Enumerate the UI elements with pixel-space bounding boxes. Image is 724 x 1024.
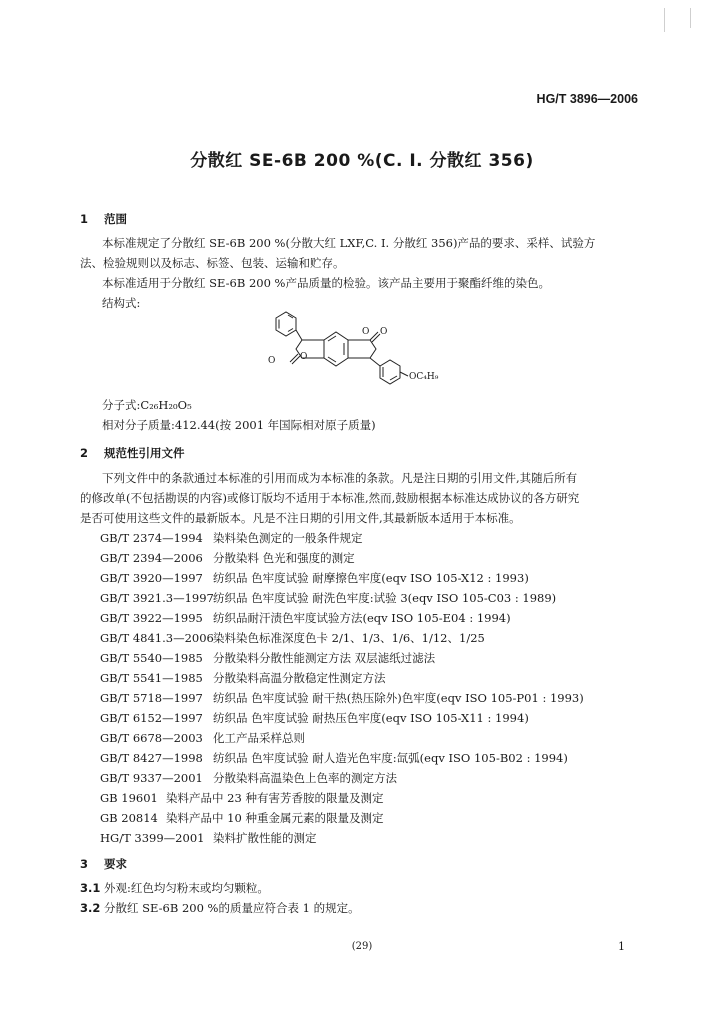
reference-title: 纺织品 色牢度试验 耐热压色牢度(eqv ISO 105-X11 : 1994)	[213, 711, 529, 725]
ring-oxygen-right: O	[362, 327, 370, 337]
reference-code: HG/T 3399—2001	[100, 831, 205, 845]
reference-title: 纺织品 色牢度试验 耐洗色牢度:试验 3(eqv ISO 105-C03 : 1989)	[213, 591, 557, 605]
section-number: 1	[80, 212, 89, 226]
section-title: 要求	[104, 857, 127, 871]
reference-code: GB/T 5541—1985	[100, 671, 203, 685]
butoxy-label: OC₄H₉	[409, 372, 439, 382]
reference-code: GB/T 3920—1997	[100, 571, 203, 585]
reference-code: GB/T 6152—1997	[100, 711, 203, 725]
reference-code: GB/T 2394—2006	[100, 551, 203, 565]
scan-edge-mark	[690, 8, 691, 28]
section-number: 2	[80, 446, 89, 460]
reference-code: GB/T 6678—2003	[100, 731, 203, 745]
section-title: 规范性引用文件	[104, 446, 185, 460]
reference-title: 纺织品 色牢度试验 耐干热(热压除外)色牢度(eqv ISO 105-P01 : 1993)	[213, 691, 584, 705]
reference-item	[100, 710, 529, 726]
reference-item	[100, 530, 363, 546]
reference-code: GB/T 2374—1994	[100, 531, 203, 545]
refs-intro-line3: 是否可使用这些文件的最新版本。凡是不注日期的引用文件,其最新版本适用于本标准。	[80, 511, 521, 525]
standard-code: HG/T 3896—2006	[536, 92, 638, 106]
section-3-heading	[80, 856, 127, 872]
reference-title: 纺织品 色牢度试验 耐人造光色牢度:氙弧(eqv ISO 105-B02 : 1994)	[213, 751, 568, 765]
reference-title: 纺织品耐汗渍色牢度试验方法(eqv ISO 105-E04 : 1994)	[213, 611, 511, 625]
reference-title: 分散染料 色光和强度的测定	[213, 551, 355, 565]
reference-title: 分散染料分散性能测定方法 双层滤纸过滤法	[213, 651, 436, 665]
reference-title: 分散染料高温染色上色率的测定方法	[213, 771, 397, 785]
reference-code: GB 20814	[100, 811, 158, 825]
molecular-formula: 分子式:C₂₆H₂₀O₅	[102, 398, 192, 412]
reference-item	[100, 650, 435, 666]
ring-oxygen-left: O	[300, 352, 308, 362]
page-number-center: (29)	[351, 941, 373, 952]
reference-code: GB/T 9337—2001	[100, 771, 203, 785]
refs-intro-line1: 下列文件中的条款通过本标准的引用而成为本标准的条款。凡是注日期的引用文件,其随后所有	[102, 471, 578, 485]
reference-item	[100, 690, 584, 706]
section-2-heading	[80, 445, 185, 461]
reference-code: GB/T 3921.3—1997	[100, 591, 214, 605]
scope-para1-line1: 本标准规定了分散红 SE-6B 200 %(分散大红 LXF,C. I. 分散红 356)产品的要求、采样、试验方	[102, 236, 596, 250]
reference-title: 染料染色测定的一般条件规定	[213, 531, 363, 545]
structure-label: 结构式:	[102, 296, 141, 310]
reference-item	[100, 570, 529, 586]
reference-code: GB/T 5718—1997	[100, 691, 203, 705]
requirement-number: 3.1	[80, 881, 101, 895]
page-number-right: 1	[618, 940, 625, 953]
reference-title: 分散染料高温分散稳定性测定方法	[213, 671, 386, 685]
oxo-label-left: O	[268, 356, 276, 366]
reference-item	[100, 770, 397, 786]
reference-item	[100, 590, 556, 606]
reference-code: GB/T 3922—1995	[100, 611, 203, 625]
reference-title: 化工产品采样总则	[213, 731, 305, 745]
reference-code: GB/T 5540—1985	[100, 651, 203, 665]
reference-item	[100, 730, 305, 746]
scope-para1-line2: 法、检验规则以及标志、标签、包装、运输和贮存。	[80, 256, 345, 270]
section-title: 范围	[104, 212, 127, 226]
section-number: 3	[80, 857, 89, 871]
reference-title: 染料产品中 10 种重金属元素的限量及测定	[166, 811, 384, 825]
reference-item	[100, 630, 485, 646]
requirement-item	[80, 900, 360, 916]
reference-item	[100, 550, 355, 566]
requirement-item	[80, 880, 269, 896]
scan-edge-mark	[664, 8, 665, 32]
reference-item	[100, 830, 317, 846]
reference-item	[100, 610, 511, 626]
reference-title: 染料产品中 23 种有害芳香胺的限量及测定	[166, 791, 384, 805]
reference-item	[100, 790, 383, 806]
reference-item	[100, 810, 383, 826]
scope-para2: 本标准适用于分散红 SE-6B 200 %产品质量的检验。该产品主要用于聚酯纤维的染色。	[102, 276, 550, 290]
reference-code: GB/T 8427—1998	[100, 751, 203, 765]
reference-code: GB 19601	[100, 791, 158, 805]
page-title: 分散红 SE-6B 200 %(C. I. 分散红 356)	[190, 151, 534, 171]
refs-intro-line2: 的修改单(不包括勘误的内容)或修订版均不适用于本标准,然而,鼓励根据本标准达成协议的各方研究	[80, 491, 580, 505]
requirement-text: 分散红 SE-6B 200 %的质量应符合表 1 的规定。	[104, 901, 360, 915]
reference-item	[100, 750, 568, 766]
reference-code: GB/T 4841.3—2006	[100, 631, 214, 645]
section-1-heading	[80, 211, 127, 227]
requirement-text: 外观:红色均匀粉末或均匀颗粒。	[104, 881, 269, 895]
reference-item	[100, 670, 386, 686]
oxo-label-right: O	[380, 327, 388, 337]
reference-title: 纺织品 色牢度试验 耐摩擦色牢度(eqv ISO 105-X12 : 1993)	[213, 571, 529, 585]
reference-title: 染料染色标准深度色卡 2/1、1/3、1/6、1/12、1/25	[213, 631, 485, 645]
molecular-mass: 相对分子质量:412.44(按 2001 年国际相对原子质量)	[102, 418, 376, 432]
reference-title: 染料扩散性能的测定	[213, 831, 317, 845]
requirement-number: 3.2	[80, 901, 101, 915]
right-furanone-ring	[348, 340, 376, 358]
